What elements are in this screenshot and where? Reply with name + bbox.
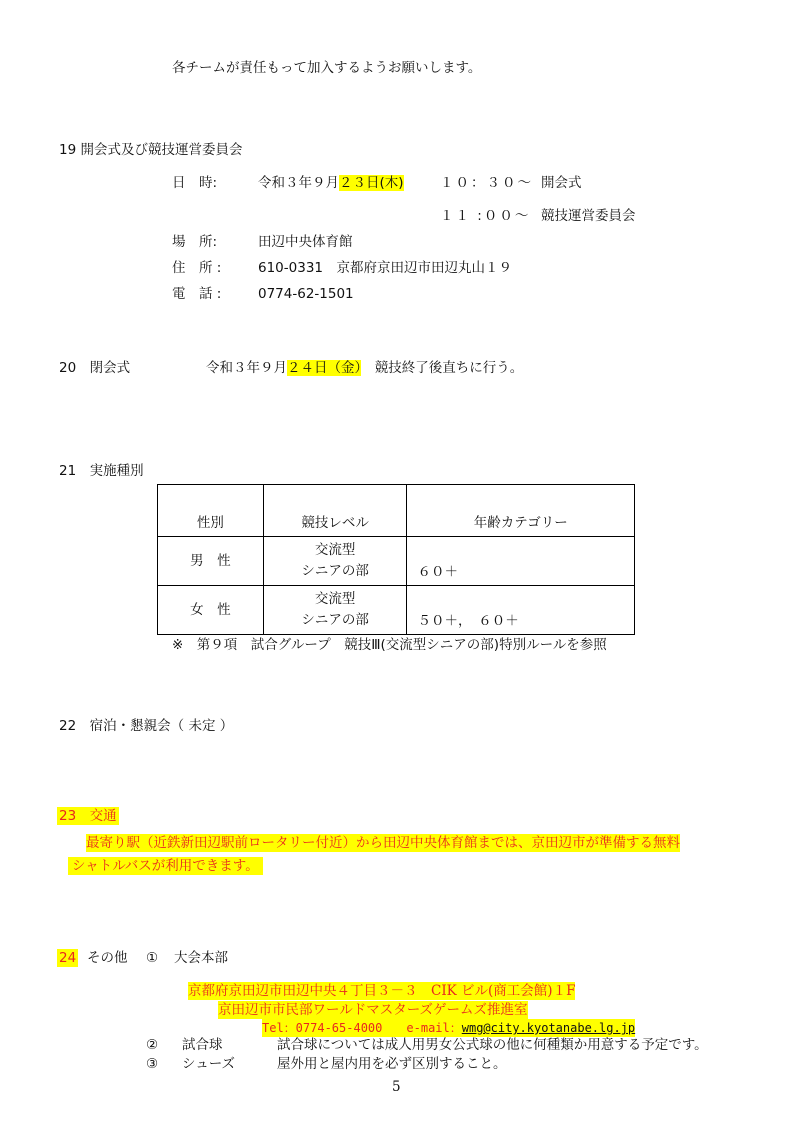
s19-date	[258, 174, 404, 192]
s24-item2-mark: ②	[146, 1037, 159, 1053]
s19-date-prefix: 令和３年９月	[258, 175, 339, 191]
hq-mail-link[interactable]: wmg@city.kyotanabe.lg.jp	[461, 1021, 636, 1035]
category-table	[157, 484, 635, 635]
s20-date-prefix: 令和３年９月	[206, 360, 287, 376]
cell-level-line1: 交流型	[314, 591, 356, 607]
s19-addr: 610-0331 京都府京田辺市田辺丸山１９	[258, 260, 512, 276]
table-header-row	[158, 485, 635, 537]
s21-note: ※ 第９項 試合グループ 競技Ⅲ(交流型シニアの部)特別ルールを参照	[172, 637, 607, 653]
section-24-number: 24	[59, 950, 77, 966]
table-row	[158, 537, 635, 586]
section-23-title: 23 交通	[59, 808, 117, 824]
cell-gender: 男 性	[158, 537, 264, 586]
s19-time1: １０：３０～	[440, 175, 533, 191]
s24-item2-label: 試合球	[182, 1037, 223, 1053]
cell-level-line1: 交流型	[314, 542, 356, 558]
s24-item1: 大会本部	[174, 950, 228, 966]
header-age: 年齢カテゴリー	[407, 485, 635, 537]
hq-mail-label: e-mail：	[406, 1021, 462, 1035]
page-number: 5	[392, 1079, 401, 1095]
s20-date-highlight: ２４日（金）	[287, 360, 362, 376]
s23-line1: 最寄り駅（近鉄新田辺駅前ロータリー付近）から田辺中央体育館までは、京田辺市が準備する無料	[86, 835, 680, 851]
hq-address: 京都府京田辺市田辺中央４丁目３－３ CIK ビル(商工会館)１F	[188, 983, 576, 999]
s19-time2-label: 競技運営委員会	[541, 208, 636, 224]
s24-item2-text: 試合球については成人用男女公式球の他に何種類か用意する予定です。	[277, 1037, 708, 1053]
section-19-title: 19 開会式及び競技運営委員会	[59, 142, 243, 158]
s19-place: 田辺中央体育館	[258, 234, 353, 250]
section-21-title: 21 実施種別	[59, 463, 144, 479]
s19-time1-label: 開会式	[541, 175, 582, 191]
s19-tel-label: 電 話 :	[172, 286, 222, 302]
cell-level	[263, 537, 407, 586]
header-level: 競技レベル	[263, 485, 407, 537]
s19-time2: １１ :００～	[440, 208, 531, 224]
s20-text: 競技終了後直ちに行う。	[374, 360, 524, 376]
hq-tel: Tel：0774-65-4000	[262, 1021, 383, 1035]
header-gender: 性別	[158, 485, 264, 537]
s24-item3-mark: ③	[146, 1056, 159, 1072]
s23-line2: シャトルバスが利用できます。	[68, 857, 263, 875]
s19-date-highlight: ２３日(木)	[339, 175, 404, 191]
section-20-title: 20 閉会式	[59, 360, 131, 376]
s19-addr-label: 住 所 :	[172, 260, 222, 276]
s20-date	[206, 359, 523, 377]
section-24-title: その他	[87, 950, 128, 966]
s19-place-label: 場 所:	[172, 234, 218, 250]
hq-office: 京田辺市市民部ワールドマスターズゲームズ推進室	[218, 1002, 528, 1018]
s24-item3-label: シューズ	[182, 1056, 236, 1072]
cell-age: ６０＋	[407, 537, 635, 586]
cell-level-line2: シニアの部	[301, 612, 369, 628]
table-row	[158, 586, 635, 635]
cell-level-line2: シニアの部	[301, 563, 369, 579]
s24-item3-text: 屋外用と屋内用を必ず区別すること。	[277, 1056, 507, 1072]
cell-age: ５０＋， ６０＋	[407, 586, 635, 635]
cell-gender: 女 性	[158, 586, 264, 635]
s19-tel: 0774-62-1501	[258, 286, 354, 302]
s19-date-label: 日 時:	[172, 175, 218, 191]
hq-contact	[262, 1019, 635, 1037]
cell-level	[263, 586, 407, 635]
section-22-title: 22 宿泊・懇親会（ 未定 ）	[59, 718, 234, 734]
intro-text: 各チームが責任もって加入するようお願いします。	[172, 60, 482, 76]
s24-item1-mark: ①	[146, 950, 159, 966]
